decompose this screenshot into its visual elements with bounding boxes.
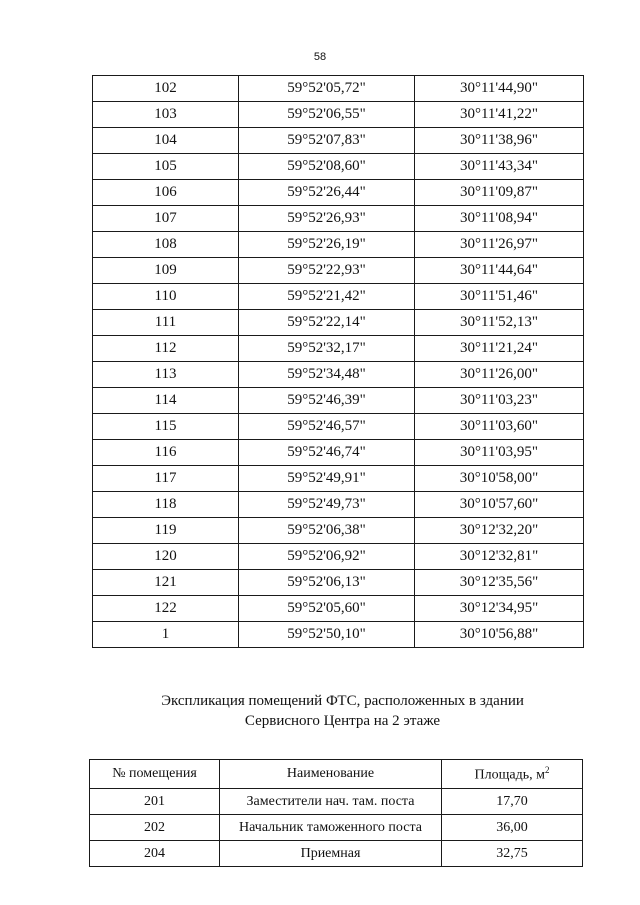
longitude-cell: 30°10'57,60" [415, 492, 584, 518]
latitude-cell: 59°52'26,93" [239, 206, 415, 232]
latitude-cell: 59°52'21,42" [239, 284, 415, 310]
room-area-cell: 17,70 [442, 789, 583, 815]
longitude-cell: 30°11'44,64" [415, 258, 584, 284]
latitude-cell: 59°52'49,73" [239, 492, 415, 518]
point-number-cell: 114 [93, 388, 239, 414]
latitude-cell: 59°52'07,83" [239, 128, 415, 154]
table-row [93, 258, 584, 284]
longitude-cell: 30°11'26,97" [415, 232, 584, 258]
table-row [93, 414, 584, 440]
rooms-table-body [90, 789, 583, 867]
longitude-cell: 30°11'03,60" [415, 414, 584, 440]
point-number-cell: 103 [93, 102, 239, 128]
point-number-cell: 111 [93, 310, 239, 336]
longitude-cell: 30°11'52,13" [415, 310, 584, 336]
longitude-cell: 30°10'56,88" [415, 622, 584, 648]
room-number-cell: 201 [90, 789, 220, 815]
point-number-cell: 117 [93, 466, 239, 492]
longitude-cell: 30°12'32,20" [415, 518, 584, 544]
latitude-cell: 59°52'05,72" [239, 76, 415, 102]
rooms-caption [0, 691, 640, 731]
longitude-cell: 30°11'38,96" [415, 128, 584, 154]
point-number-cell: 115 [93, 414, 239, 440]
point-number-cell: 1 [93, 622, 239, 648]
table-row [90, 789, 583, 815]
longitude-cell: 30°11'26,00" [415, 362, 584, 388]
table-row [90, 815, 583, 841]
point-number-cell: 112 [93, 336, 239, 362]
table-row [93, 180, 584, 206]
point-number-cell: 108 [93, 232, 239, 258]
rooms-table [89, 759, 583, 867]
latitude-cell: 59°52'34,48" [239, 362, 415, 388]
latitude-cell: 59°52'22,93" [239, 258, 415, 284]
header-room-area-label: Площадь, м [474, 767, 545, 783]
point-number-cell: 113 [93, 362, 239, 388]
table-row [93, 570, 584, 596]
longitude-cell: 30°11'41,22" [415, 102, 584, 128]
latitude-cell: 59°52'22,14" [239, 310, 415, 336]
table-row [90, 841, 583, 867]
latitude-cell: 59°52'50,10" [239, 622, 415, 648]
table-row [93, 284, 584, 310]
header-room-number: № помещения [90, 760, 220, 789]
table-row [93, 466, 584, 492]
latitude-cell: 59°52'46,74" [239, 440, 415, 466]
table-row [93, 518, 584, 544]
longitude-cell: 30°11'08,94" [415, 206, 584, 232]
room-number-cell: 204 [90, 841, 220, 867]
table-row [93, 544, 584, 570]
point-number-cell: 107 [93, 206, 239, 232]
point-number-cell: 105 [93, 154, 239, 180]
coordinates-table [92, 75, 584, 648]
room-name-cell: Начальник таможенного поста [220, 815, 442, 841]
table-row [93, 596, 584, 622]
latitude-cell: 59°52'08,60" [239, 154, 415, 180]
longitude-cell: 30°11'03,95" [415, 440, 584, 466]
header-room-area-superscript: 2 [544, 764, 550, 775]
point-number-cell: 109 [93, 258, 239, 284]
longitude-cell: 30°12'34,95" [415, 596, 584, 622]
point-number-cell: 122 [93, 596, 239, 622]
latitude-cell: 59°52'46,57" [239, 414, 415, 440]
rooms-table-header-row [90, 760, 583, 789]
latitude-cell: 59°52'06,55" [239, 102, 415, 128]
longitude-cell: 30°10'58,00" [415, 466, 584, 492]
table-row [93, 622, 584, 648]
longitude-cell: 30°11'43,34" [415, 154, 584, 180]
caption-line-2: Сервисного Центра на 2 этаже [244, 713, 441, 729]
room-name-cell: Заместители нач. там. поста [220, 789, 442, 815]
longitude-cell: 30°11'03,23" [415, 388, 584, 414]
caption-line-1: Экспликация помещений ФТС, расположенных в здании [161, 693, 524, 709]
latitude-cell: 59°52'26,44" [239, 180, 415, 206]
point-number-cell: 120 [93, 544, 239, 570]
latitude-cell: 59°52'46,39" [239, 388, 415, 414]
room-area-cell: 36,00 [442, 815, 583, 841]
longitude-cell: 30°11'09,87" [415, 180, 584, 206]
table-row [93, 206, 584, 232]
point-number-cell: 118 [93, 492, 239, 518]
table-row [93, 232, 584, 258]
longitude-cell: 30°11'51,46" [415, 284, 584, 310]
table-row [93, 310, 584, 336]
room-area-cell: 32,75 [442, 841, 583, 867]
table-row [93, 336, 584, 362]
table-row [93, 492, 584, 518]
page-number: 58 [313, 51, 327, 63]
point-number-cell: 102 [93, 76, 239, 102]
point-number-cell: 104 [93, 128, 239, 154]
latitude-cell: 59°52'05,60" [239, 596, 415, 622]
latitude-cell: 59°52'06,38" [239, 518, 415, 544]
latitude-cell: 59°52'32,17" [239, 336, 415, 362]
header-room-area [442, 760, 583, 789]
longitude-cell: 30°11'44,90" [415, 76, 584, 102]
table-row [93, 388, 584, 414]
point-number-cell: 110 [93, 284, 239, 310]
room-number-cell: 202 [90, 815, 220, 841]
point-number-cell: 121 [93, 570, 239, 596]
point-number-cell: 116 [93, 440, 239, 466]
latitude-cell: 59°52'06,92" [239, 544, 415, 570]
room-name-cell: Приемная [220, 841, 442, 867]
header-room-name: Наименование [220, 760, 442, 789]
table-row [93, 76, 584, 102]
latitude-cell: 59°52'26,19" [239, 232, 415, 258]
longitude-cell: 30°11'21,24" [415, 336, 584, 362]
longitude-cell: 30°12'35,56" [415, 570, 584, 596]
table-row [93, 154, 584, 180]
latitude-cell: 59°52'06,13" [239, 570, 415, 596]
table-row [93, 362, 584, 388]
point-number-cell: 119 [93, 518, 239, 544]
latitude-cell: 59°52'49,91" [239, 466, 415, 492]
point-number-cell: 106 [93, 180, 239, 206]
table-row [93, 440, 584, 466]
table-row [93, 128, 584, 154]
longitude-cell: 30°12'32,81" [415, 544, 584, 570]
table-row [93, 102, 584, 128]
coordinates-table-body [93, 76, 584, 648]
